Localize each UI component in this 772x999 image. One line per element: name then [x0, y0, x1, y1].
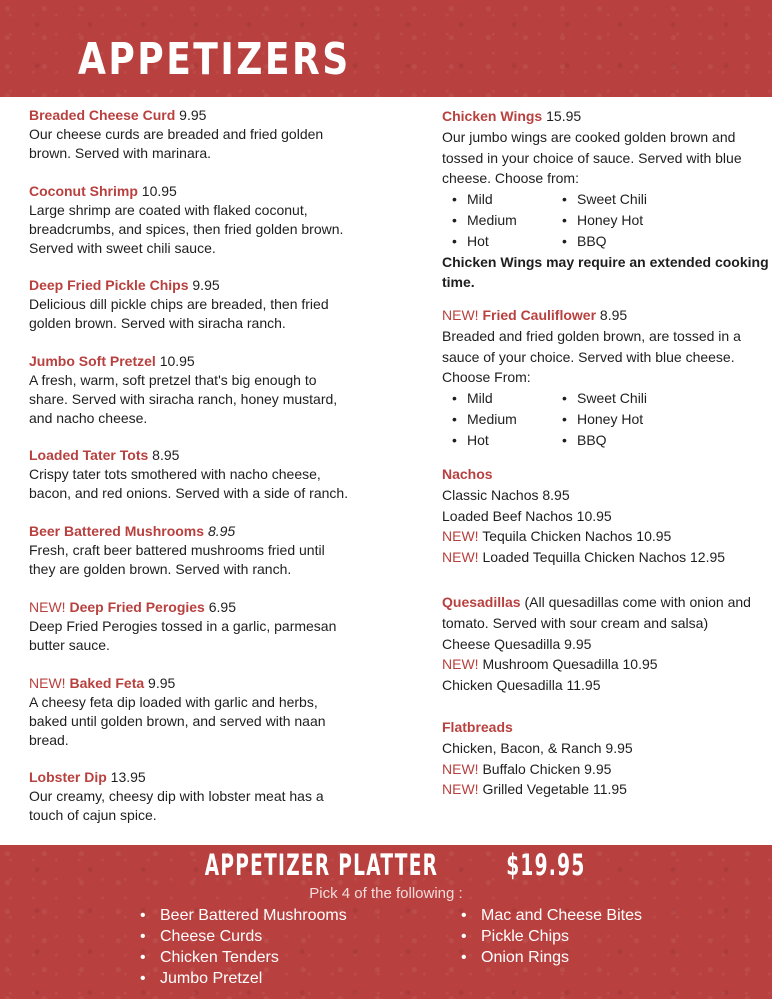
platter-options-left: [140, 905, 347, 989]
page-title: APPETIZERS: [78, 34, 351, 85]
item-price: 8.95: [207, 523, 236, 539]
line-text: Classic Nachos 8.95: [442, 486, 570, 503]
item-price: 10.95: [141, 183, 177, 199]
line-text: Cheese Quesadilla 9.95: [442, 635, 592, 652]
item-name: Beer Battered Mushrooms: [29, 523, 205, 539]
menu-item-perogies: [29, 598, 349, 655]
menu-section-flatbreads: [442, 717, 772, 800]
menu-line: [442, 654, 772, 675]
item-name: Breaded Cheese Curd: [29, 107, 176, 123]
sauce-choice: • Sweet Chili: [562, 189, 672, 210]
line-text: Buffalo Chicken 9.95: [482, 760, 612, 777]
item-price: 10.95: [159, 353, 195, 369]
new-badge: NEW!: [442, 656, 479, 673]
menu-line: [442, 547, 772, 568]
sauce-choice: • Mild: [452, 388, 562, 409]
item-name: Fried Cauliflower: [482, 307, 597, 323]
new-badge: NEW!: [442, 528, 479, 545]
item-description: Large shrimp are coated with flaked coconut, breadcrumbs, and spices, then fried golden brown. Served with sweet chili sauce.: [29, 202, 344, 256]
menu-line: [442, 634, 772, 655]
platter-title: [0, 848, 772, 882]
menu-section-quesadillas: [442, 592, 772, 696]
platter-option: • Onion Rings: [461, 947, 642, 968]
sauce-choice: • Honey Hot: [562, 210, 672, 231]
item-description: Delicious dill pickle chips are breaded, then fried golden brown. Served with siracha ranch.: [29, 296, 329, 331]
new-badge: NEW!: [442, 307, 479, 323]
section-title: Quesadillas: [442, 594, 521, 610]
line-text: Chicken Quesadilla 11.95: [442, 677, 601, 694]
item-description: Deep Fried Perogies tossed in a garlic, parmesan butter sauce.: [29, 618, 337, 653]
menu-section-nachos: [442, 464, 772, 568]
menu-item-soft-pretzel: [29, 352, 349, 428]
menu-line: [442, 506, 772, 527]
menu-line: [442, 779, 772, 800]
section-title: Nachos: [442, 466, 493, 482]
menu-item-lobster-dip: [29, 768, 349, 825]
menu-item-fried-cauliflower: [442, 305, 772, 451]
platter-option: • Cheese Curds: [140, 926, 347, 947]
menu-item-pickle-chips: [29, 276, 349, 333]
line-text: Grilled Vegetable 11.95: [482, 781, 627, 798]
item-name: Coconut Shrimp: [29, 183, 138, 199]
menu-item-cheese-curd: [29, 106, 349, 163]
menu-item-chicken-wings: [442, 106, 772, 293]
item-price: 8.95: [152, 447, 180, 463]
wings-note: Chicken Wings may require an extended cooking time.: [442, 253, 769, 291]
sauce-choice: • Sweet Chili: [562, 388, 672, 409]
platter-option: • Pickle Chips: [461, 926, 642, 947]
menu-line: [442, 485, 772, 506]
menu-item-baked-feta: [29, 674, 349, 750]
line-text: Mushroom Quesadilla 10.95: [482, 656, 658, 673]
sauce-choice: • Hot: [452, 231, 562, 252]
section-title: Flatbreads: [442, 719, 513, 735]
menu-item-coconut-shrimp: [29, 182, 349, 258]
item-name: Baked Feta: [69, 675, 145, 691]
sauce-choice: • BBQ: [562, 430, 672, 451]
sauce-choice: • BBQ: [562, 231, 672, 252]
menu-line: [442, 526, 772, 547]
menu-line: [442, 759, 772, 780]
new-badge: NEW!: [442, 760, 479, 777]
new-badge: NEW!: [29, 599, 66, 615]
platter-option: • Mac and Cheese Bites: [461, 905, 642, 926]
platter-subtitle: Pick 4 of the following :: [309, 885, 463, 902]
platter-options-right: [461, 905, 642, 968]
line-text: Chicken, Bacon, & Ranch 9.95: [442, 739, 633, 756]
menu-item-tater-tots: [29, 446, 349, 503]
platter-name: APPETIZER PLATTER: [205, 848, 439, 882]
section-note: (All quesadillas come with onion and tomato. Served with sour cream and salsa): [442, 594, 751, 631]
item-description: Crispy tater tots smothered with nacho cheese, bacon, and red onions. Served with a side of ranch.: [29, 466, 349, 501]
item-description: Fresh, craft beer battered mushrooms fried until they are golden brown. Served with ranch.: [29, 542, 325, 577]
sauce-choices: [442, 189, 772, 251]
item-description: Breaded and fried golden brown, are tossed in a sauce of your choice. Served with blue cheese. Choose From:: [442, 327, 741, 386]
item-name: Jumbo Soft Pretzel: [29, 353, 156, 369]
item-description: A fresh, warm, soft pretzel that's big enough to share. Served with siracha ranch, honey mustard, and nacho cheese.: [29, 372, 338, 426]
menu-line: [442, 738, 772, 759]
item-name: Deep Fried Perogies: [69, 599, 205, 615]
sauce-choice: • Hot: [452, 430, 562, 451]
item-name: Lobster Dip: [29, 769, 107, 785]
item-price: 15.95: [546, 108, 582, 124]
sauce-choice: • Medium: [452, 409, 562, 430]
item-description: A cheesy feta dip loaded with garlic and herbs, baked until golden brown, and served with naan bread.: [29, 694, 326, 748]
item-price: 8.95: [599, 307, 628, 323]
menu-item-mushrooms: [29, 522, 349, 579]
sauce-choice: • Medium: [452, 210, 562, 231]
item-price: 9.95: [179, 107, 207, 123]
item-price: 9.95: [192, 277, 220, 293]
item-description: Our creamy, cheesy dip with lobster meat has a touch of cajun spice.: [29, 788, 324, 823]
platter-option: • Beer Battered Mushrooms: [140, 905, 347, 926]
new-badge: NEW!: [442, 781, 479, 798]
line-text: Loaded Beef Nachos 10.95: [442, 507, 612, 524]
sauce-choice: • Mild: [452, 189, 562, 210]
sauce-choices: [442, 388, 772, 450]
platter-option: • Chicken Tenders: [140, 947, 347, 968]
new-badge: NEW!: [29, 675, 66, 691]
new-badge: NEW!: [442, 549, 479, 566]
menu-line: [442, 675, 772, 696]
item-description: Our cheese curds are breaded and fried golden brown. Served with marinara.: [29, 126, 324, 161]
item-price: 6.95: [208, 599, 236, 615]
item-price: 13.95: [110, 769, 146, 785]
item-description: Our jumbo wings are cooked golden brown and tossed in your choice of sauce. Served with blue cheese. Choose from:: [442, 128, 742, 187]
platter-option: • Jumbo Pretzel: [140, 968, 347, 989]
item-name: Loaded Tater Tots: [29, 447, 149, 463]
line-text: Tequila Chicken Nachos 10.95: [482, 528, 672, 545]
section-header: [442, 592, 772, 634]
header-band: [0, 0, 772, 97]
platter-price: $19.95: [506, 848, 587, 882]
line-text: Loaded Tequilla Chicken Nachos 12.95: [482, 549, 726, 566]
item-name: Deep Fried Pickle Chips: [29, 277, 189, 293]
sauce-choice: • Honey Hot: [562, 409, 672, 430]
item-price: 9.95: [148, 675, 176, 691]
item-name: Chicken Wings: [442, 108, 543, 124]
